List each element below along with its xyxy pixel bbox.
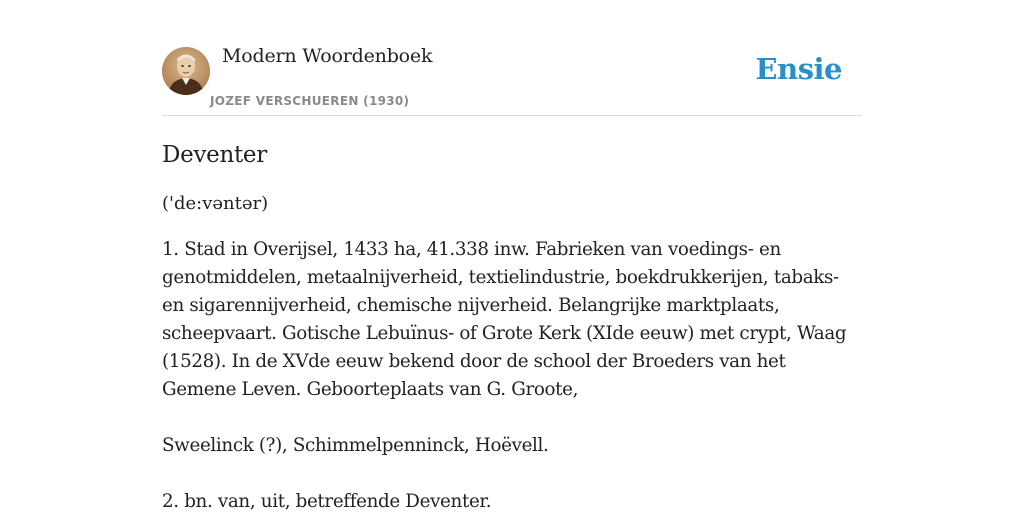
- book-title[interactable]: Modern Woordenboek: [222, 45, 433, 67]
- definition-paragraph: 2. bn. van, uit, betreffende Deventer.: [162, 491, 492, 512]
- entry-content: [162, 140, 862, 512]
- portrait-icon: [162, 47, 210, 95]
- author-name[interactable]: JOZEF VERSCHUEREN (1930): [210, 94, 410, 108]
- entry-pronunciation: ('de:vəntər): [162, 193, 269, 214]
- author-avatar: [162, 47, 210, 95]
- definition-paragraph: 1. Stad in Overijsel, 1433 ha, 41.338 inw. Fabrieken van voedings- en genotmiddelen, metaalnijverheid, textielindustrie, boekdrukkerijen, tabaks- en sigarennijverheid, chemische nijverheid. Belangrijke marktplaats, scheepvaart. Gotische Lebuïnus- of Grote Kerk (XIde eeuw) met crypt, Waag (1528). In de XVde eeuw bekend door de school der Broeders van het Gemene Leven. Geboorteplaats van G. Groote,: [162, 239, 847, 400]
- ensie-logo[interactable]: Ensie: [755, 52, 842, 86]
- definition-paragraph: Sweelinck (?), Schimmelpenninck, Hoëvell.: [162, 435, 549, 456]
- entry-term: Deventer: [162, 142, 267, 168]
- header: [162, 0, 862, 116]
